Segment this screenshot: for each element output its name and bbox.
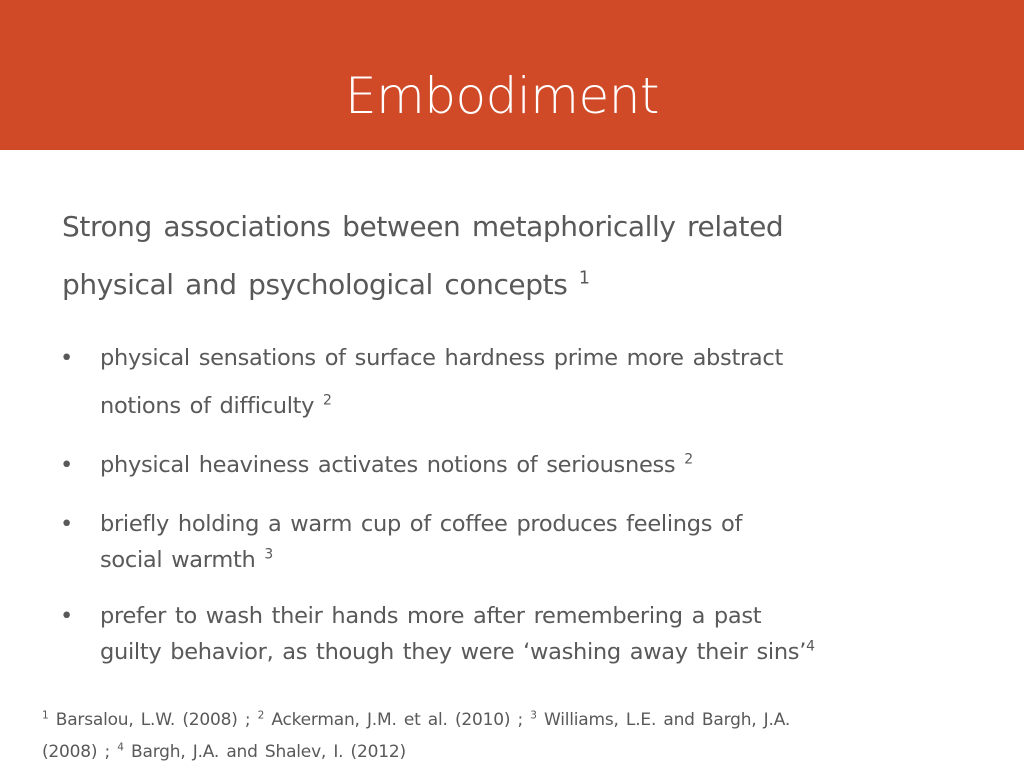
bullet-line-1: physical heaviness activates notions of seriousness xyxy=(100,452,676,478)
bullet-text xyxy=(100,506,940,578)
citation-williams: Williams, L.E. and Bargh, J.A. xyxy=(543,710,791,730)
citation-bargh: Bargh, J.A. and Shalev, I. (2012) xyxy=(131,742,406,762)
footnote-ref-1: 1 xyxy=(42,709,49,722)
bullet-text xyxy=(100,598,940,670)
bullet-line-1: briefly holding a warm cup of coffee produces feelings of xyxy=(100,511,743,537)
citation-ackerman: Ackerman, J.M. et al. (2010) ; xyxy=(271,710,523,730)
bullet-text xyxy=(100,334,940,430)
bullet-marker: • xyxy=(60,511,73,537)
bullet-line-1: prefer to wash their hands more after remembering a past xyxy=(100,603,762,629)
bullet-marker: • xyxy=(60,452,73,478)
bullet-item xyxy=(60,598,940,670)
footnote-ref-2: 2 xyxy=(257,709,265,722)
bullet-item xyxy=(60,444,940,486)
bullet-marker: • xyxy=(60,345,73,371)
bullet-footnote-ref: 4 xyxy=(806,638,815,655)
bullet-line-2: guilty behavior, as though they were ‘washing away their sins’ xyxy=(100,639,807,665)
citation-barsalou: Barsalou, L.W. (2008) ; xyxy=(55,710,251,730)
bullet-marker: • xyxy=(60,603,73,629)
bullet-item xyxy=(60,334,940,430)
bullet-footnote-ref: 2 xyxy=(323,392,332,409)
footnote-ref-3: 3 xyxy=(530,709,537,722)
slide-subtitle xyxy=(62,198,942,314)
subtitle-footnote-ref: 1 xyxy=(578,268,590,289)
bullet-footnote-ref: 2 xyxy=(684,451,693,468)
bullet-footnote-ref: 3 xyxy=(264,546,273,563)
footnote-ref-4: 4 xyxy=(117,741,124,754)
slide-title: Embodiment xyxy=(344,67,660,125)
bullet-line-2: notions of difficulty xyxy=(100,393,315,419)
bullet-item xyxy=(60,506,940,578)
subtitle-line-1: Strong associations between metaphorically related xyxy=(62,210,784,243)
bullet-line-1: physical sensations of surface hardness prime more abstract xyxy=(100,345,784,371)
subtitle-line-2: physical and psychological concepts xyxy=(62,268,568,301)
footnote-citations xyxy=(42,704,942,768)
bullet-text xyxy=(100,444,940,486)
bullet-line-2: social warmth xyxy=(100,547,256,573)
citation-williams-year: (2008) ; xyxy=(42,742,111,762)
